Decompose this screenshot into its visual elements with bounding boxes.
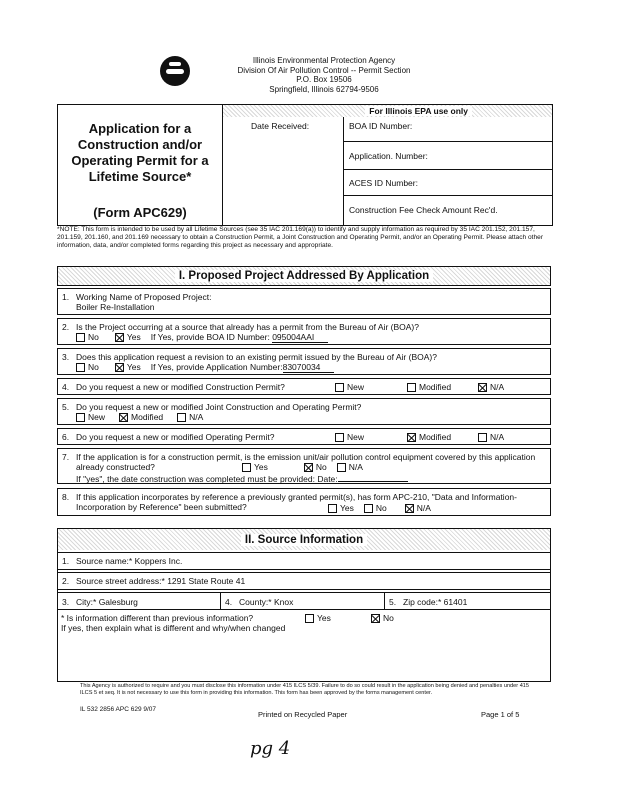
county-value[interactable]: Knox bbox=[273, 597, 294, 607]
epa-use-heading-band bbox=[223, 105, 552, 117]
recycled-note: Printed on Recycled Paper bbox=[258, 710, 348, 719]
q4-new-label: New bbox=[347, 382, 365, 392]
q2-number: 2. bbox=[62, 322, 70, 332]
q2-label: Is the Project occurring at a source that already has a permit from the Bureau of Air (BOA)? bbox=[76, 322, 419, 332]
form-id: IL 532 2856 APC 629 9/07 bbox=[80, 706, 157, 713]
source-name-label: Source name:* bbox=[76, 556, 133, 566]
q2-follow-label: If Yes, provide BOA ID Number: bbox=[150, 332, 270, 342]
section-2-heading-band bbox=[58, 529, 550, 550]
agency-header bbox=[0, 56, 618, 94]
q7-number: 7. bbox=[62, 452, 70, 462]
form-title-line-3: Operating Permit for a bbox=[71, 153, 209, 168]
q6-row bbox=[57, 428, 551, 445]
q4-row bbox=[57, 378, 551, 395]
form-title-line-2: Construction and/or bbox=[77, 137, 203, 152]
county-label: County:* bbox=[239, 597, 272, 607]
q8-na-label: N/A bbox=[416, 503, 431, 513]
q6-new-label: New bbox=[347, 432, 365, 442]
q8-yes-checkbox[interactable] bbox=[328, 504, 337, 513]
q3-label: Does this application request a revision to an existing permit issued by the Bureau of Air (BOA)? bbox=[76, 352, 437, 362]
q8-label: If this application incorporates by reference a previously granted permit(s), has form APC-210, "Data and Information-Incorporation by Reference" been submitted? bbox=[76, 492, 517, 512]
q1-value[interactable]: Boiler Re-Installation bbox=[76, 302, 155, 312]
fee-check-label: Construction Fee Check Amount Rec'd. bbox=[349, 205, 498, 215]
q2-yes-label: Yes bbox=[126, 332, 141, 342]
q4-number: 4. bbox=[62, 382, 70, 392]
q3-yes-label: Yes bbox=[126, 362, 141, 372]
q4-modified-checkbox[interactable] bbox=[407, 383, 416, 392]
info-different-follow: If yes, then explain what is different and why/when changed bbox=[61, 623, 286, 633]
date-received-label: Date Received: bbox=[251, 121, 310, 131]
city-value[interactable]: Galesburg bbox=[98, 597, 138, 607]
q5-na-checkbox[interactable] bbox=[177, 413, 186, 422]
form-title-line-4: Lifetime Source* bbox=[88, 169, 192, 184]
q4-na-label: N/A bbox=[490, 382, 505, 392]
q7-label: If the application is for a construction permit, is the emission unit/air pollution control equipment covered by this application already constructed? bbox=[76, 452, 536, 472]
info-different-no-checkbox[interactable] bbox=[371, 614, 380, 623]
q6-modified-label: Modified bbox=[419, 432, 452, 442]
division-name: Division Of Air Pollution Control -- Permit Section bbox=[237, 65, 411, 75]
q8-no-label: No bbox=[375, 503, 387, 513]
zip-label: Zip code:* bbox=[403, 597, 442, 607]
street-label: Source street address:* bbox=[76, 576, 165, 586]
epa-use-box bbox=[222, 104, 553, 226]
q2-boa-id-value[interactable]: 095004AAI bbox=[272, 332, 328, 343]
q1-number: 1. bbox=[62, 292, 70, 302]
section-1-heading: I. Proposed Project Addressed By Application bbox=[175, 270, 433, 282]
street-row bbox=[57, 572, 551, 590]
source-name-value[interactable]: Koppers Inc. bbox=[134, 556, 183, 566]
q2-no-checkbox[interactable] bbox=[76, 333, 85, 342]
q5-label: Do you request a new or modified Joint Construction and Operating Permit? bbox=[76, 402, 362, 412]
q3-follow-label: If Yes, provide Application Number: bbox=[150, 362, 283, 372]
info-different-label: * Is information different than previous information? bbox=[61, 613, 254, 623]
zip-number: 5. bbox=[389, 597, 397, 607]
info-different-block bbox=[61, 613, 547, 633]
q3-row bbox=[57, 348, 551, 375]
q5-number: 5. bbox=[62, 402, 70, 412]
city-number: 3. bbox=[62, 597, 70, 607]
q4-new-checkbox[interactable] bbox=[335, 383, 344, 392]
q6-na-label: N/A bbox=[490, 432, 505, 442]
info-different-no-label: No bbox=[383, 613, 394, 623]
q4-na-checkbox[interactable] bbox=[478, 383, 487, 392]
form-note: *NOTE: This form is intended to be used by all Lifetime Sources (see 35 IAC 201.169(a)) to identify and supply information as required by 35 IAC 201.152, 201.157, 201.159, 201.160, and 201.169 necessary to obtain a Construction Permit, a Joint Construction and Operating Permit, and/or an Operating Permit. Please attach other information, data, and/or completed forms regarding this project as necessary and appropriate. bbox=[57, 226, 544, 249]
q6-label: Do you request a new or modified Operating Permit? bbox=[76, 432, 275, 442]
info-different-yes-checkbox[interactable] bbox=[305, 614, 314, 623]
q1-row bbox=[57, 288, 551, 315]
form-code: (Form APC629) bbox=[93, 205, 187, 220]
q6-new-checkbox[interactable] bbox=[335, 433, 344, 442]
q4-modified-label: Modified bbox=[419, 382, 452, 392]
zip-value[interactable]: 61401 bbox=[443, 597, 468, 607]
epa-use-heading: For Illinois EPA use only bbox=[365, 106, 472, 116]
q5-modified-checkbox[interactable] bbox=[119, 413, 128, 422]
q8-no-checkbox[interactable] bbox=[364, 504, 373, 513]
info-different-yes-label: Yes bbox=[317, 613, 331, 623]
city-label: City:* bbox=[76, 597, 97, 607]
q4-label: Do you request a new or modified Construction Permit? bbox=[76, 382, 285, 392]
page-number: Page 1 of 5 bbox=[481, 710, 520, 719]
q2-row bbox=[57, 318, 551, 345]
q3-application-number-value[interactable]: 83070034 bbox=[283, 362, 335, 373]
q2-yes-checkbox[interactable] bbox=[115, 333, 124, 342]
source-name-number: 1. bbox=[62, 556, 70, 566]
q5-new-label: New bbox=[88, 412, 106, 422]
q8-na-checkbox[interactable] bbox=[405, 504, 414, 513]
q5-row bbox=[57, 398, 551, 425]
q7-na-label: N/A bbox=[348, 462, 363, 472]
q3-no-checkbox[interactable] bbox=[76, 363, 85, 372]
boa-id-label: BOA ID Number: bbox=[349, 121, 413, 131]
q3-number: 3. bbox=[62, 352, 70, 362]
q7-no-checkbox[interactable] bbox=[304, 463, 313, 472]
street-number: 2. bbox=[62, 576, 70, 586]
disclosure-text: This Agency is authorized to require and you must disclose this information under 415 ILCS 5/39. Failure to do so could result in the application being denied and penalties under 415 ILCS 5 et seq. It is not necessary to use this form in providing this information. This form has been approved by the forms management center. bbox=[80, 683, 530, 696]
aces-id-label: ACES ID Number: bbox=[349, 178, 418, 188]
q7-yes-label: Yes bbox=[254, 462, 268, 472]
po-box: P.O. Box 19506 bbox=[296, 75, 352, 84]
q5-modified-label: Modified bbox=[131, 412, 164, 422]
q7-date-field[interactable] bbox=[338, 473, 408, 482]
q8-row bbox=[57, 488, 551, 516]
source-name-row bbox=[57, 552, 551, 570]
q2-no-label: No bbox=[88, 332, 99, 342]
q6-na-checkbox[interactable] bbox=[478, 433, 487, 442]
q8-yes-label: Yes bbox=[340, 503, 354, 513]
q7-no-label: No bbox=[315, 462, 327, 472]
q7-na-checkbox[interactable] bbox=[337, 463, 346, 472]
q3-no-label: No bbox=[88, 362, 99, 372]
street-value[interactable]: 1291 State Route 41 bbox=[167, 576, 246, 586]
q1-label: Working Name of Proposed Project: bbox=[76, 292, 212, 302]
q3-yes-checkbox[interactable] bbox=[115, 363, 124, 372]
q7-follow-label: If "yes", the date construction was completed must be provided: Date: bbox=[76, 474, 338, 484]
q5-new-checkbox[interactable] bbox=[76, 413, 85, 422]
q6-modified-checkbox[interactable] bbox=[407, 433, 416, 442]
q7-yes-checkbox[interactable] bbox=[242, 463, 251, 472]
form-title-line-1: Application for a bbox=[88, 121, 192, 136]
city-row bbox=[57, 592, 551, 610]
q7-row bbox=[57, 448, 551, 484]
application-number-label: Application. Number: bbox=[349, 151, 428, 161]
section-1-heading-band bbox=[57, 266, 551, 286]
agency-name: Illinois Environmental Protection Agency bbox=[252, 56, 396, 65]
county-number: 4. bbox=[225, 597, 233, 607]
agency-city: Springfield, Illinois 62794-9506 bbox=[269, 84, 379, 94]
handwritten-page-note: pg 4 bbox=[250, 738, 291, 759]
title-box bbox=[57, 104, 223, 226]
q8-number: 8. bbox=[62, 492, 70, 502]
section-2-heading: II. Source Information bbox=[241, 534, 367, 546]
q5-na-label: N/A bbox=[189, 412, 204, 422]
q6-number: 6. bbox=[62, 432, 70, 442]
